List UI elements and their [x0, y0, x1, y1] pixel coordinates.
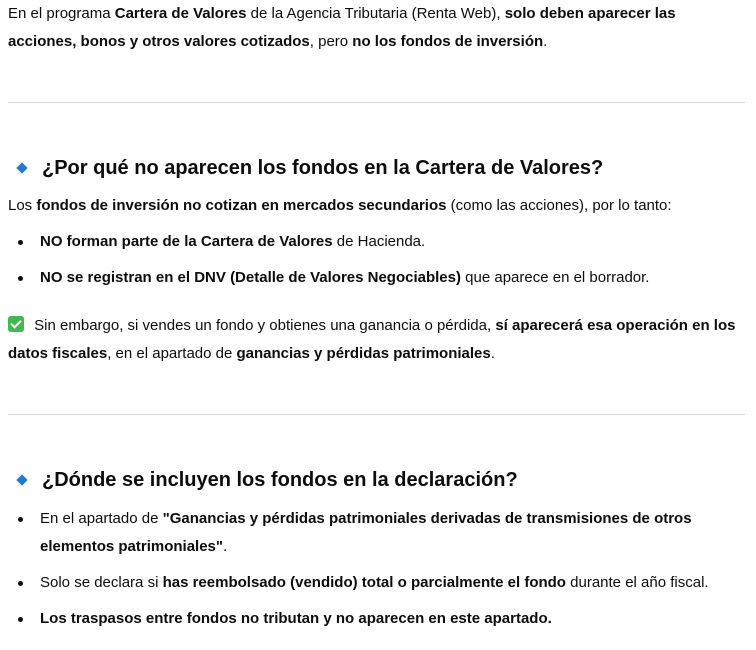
list-item: Solo se declara si has reembolsado (vendido) total o parcialmente el fondo durante el año fiscal.: [8, 569, 744, 597]
section-heading: ¿Dónde se incluyen los fondos en la declaración?: [16, 466, 518, 494]
list-item: Los traspasos entre fondos no tributan y no aparecen en este apartado.: [8, 605, 744, 633]
bullet-icon: [18, 276, 23, 281]
intro-paragraph: En el programa Cartera de Valores de la Agencia Tributaria (Renta Web), solo deben aparecer las acciones, bonos y otros valores cotizados, pero no los fondos de inversión.: [8, 5, 676, 50]
section-heading: ¿Por qué no aparecen los fondos en la Cartera de Valores?: [16, 154, 603, 182]
note-paragraph: Sin embargo, si vendes un fondo y obtienes una ganancia o pérdida, sí aparecerá esa operación en los datos fiscales, en el apartado de ganancias y pérdidas patrimoniales.: [8, 317, 736, 362]
bullet-list: [8, 505, 744, 633]
bullet-icon: [18, 617, 23, 622]
list-item: NO forman parte de la Cartera de Valores de Hacienda.: [8, 228, 744, 256]
list-item: En el apartado de "Ganancias y pérdidas patrimoniales derivadas de transmisiones de otros elementos patrimoniales".: [8, 505, 744, 561]
blue-diamond-icon: [16, 162, 27, 173]
blue-diamond-icon: [16, 474, 27, 485]
section-lead-paragraph: Los fondos de inversión no cotizan en mercados secundarios (como las acciones), por lo tanto:: [8, 197, 672, 214]
bullet-icon: [18, 240, 23, 245]
list-item: NO se registran en el DNV (Detalle de Valores Negociables) que aparece en el borrador.: [8, 264, 744, 292]
divider: [8, 414, 745, 415]
bullet-icon: [18, 517, 23, 522]
divider: [8, 102, 745, 103]
bullet-icon: [18, 581, 23, 586]
bullet-list: [8, 228, 744, 292]
check-mark-icon: [8, 316, 24, 332]
